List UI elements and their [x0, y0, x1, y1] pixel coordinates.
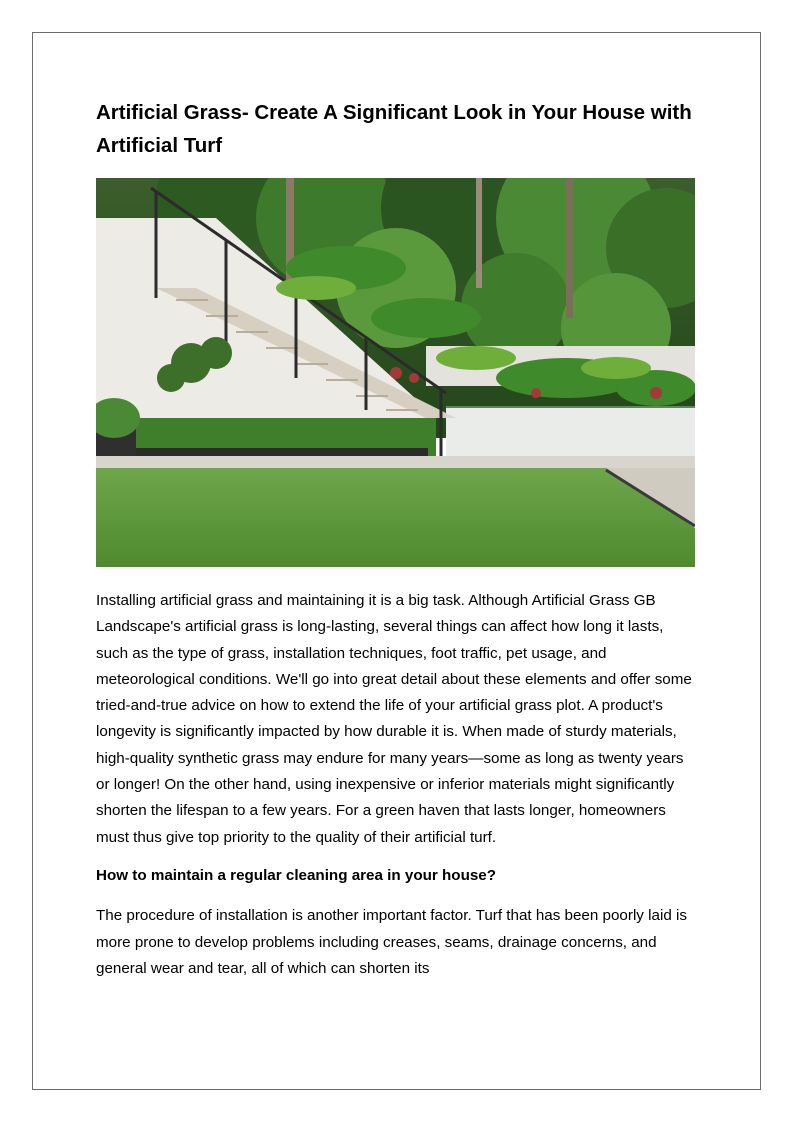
- intro-paragraph: Installing artificial grass and maintaining it is a big task. Although Artificial Grass GB Landscape's artificial grass is long-lasting, several things can affect how long it lasts, such as the type of grass, installation techniques, foot traffic, pet usage, and meteorological conditions. We'll go into great detail about these elements and offer some tried-and-true advice on how to extend the life of your artificial grass plot. A product's longevity is significantly impacted by how durable it is. When made of sturdy materials, high-quality synthetic grass may endure for many years—some as long as twenty years or longer! On the other hand, using inexpensive or inferior materials might significantly shorten the lifespan to a few years. For a green haven that lasts longer, homeowners must thus give top priority to the quality of their artificial turf.: [96, 592, 692, 846]
- garden-photo: [96, 178, 695, 567]
- garden-photo-illustration: [96, 178, 695, 567]
- document-body: [96, 96, 696, 982]
- document-title: Artificial Grass- Create A Significant Look in Your House with Artificial Turf: [96, 101, 692, 157]
- section-heading: How to maintain a regular cleaning area in your house?: [96, 866, 497, 884]
- installation-paragraph: The procedure of installation is another important factor. Turf that has been poorly laid is more prone to develop problems including creases, seams, drainage concerns, and general wear and tear, all of which can shorten its: [96, 907, 687, 977]
